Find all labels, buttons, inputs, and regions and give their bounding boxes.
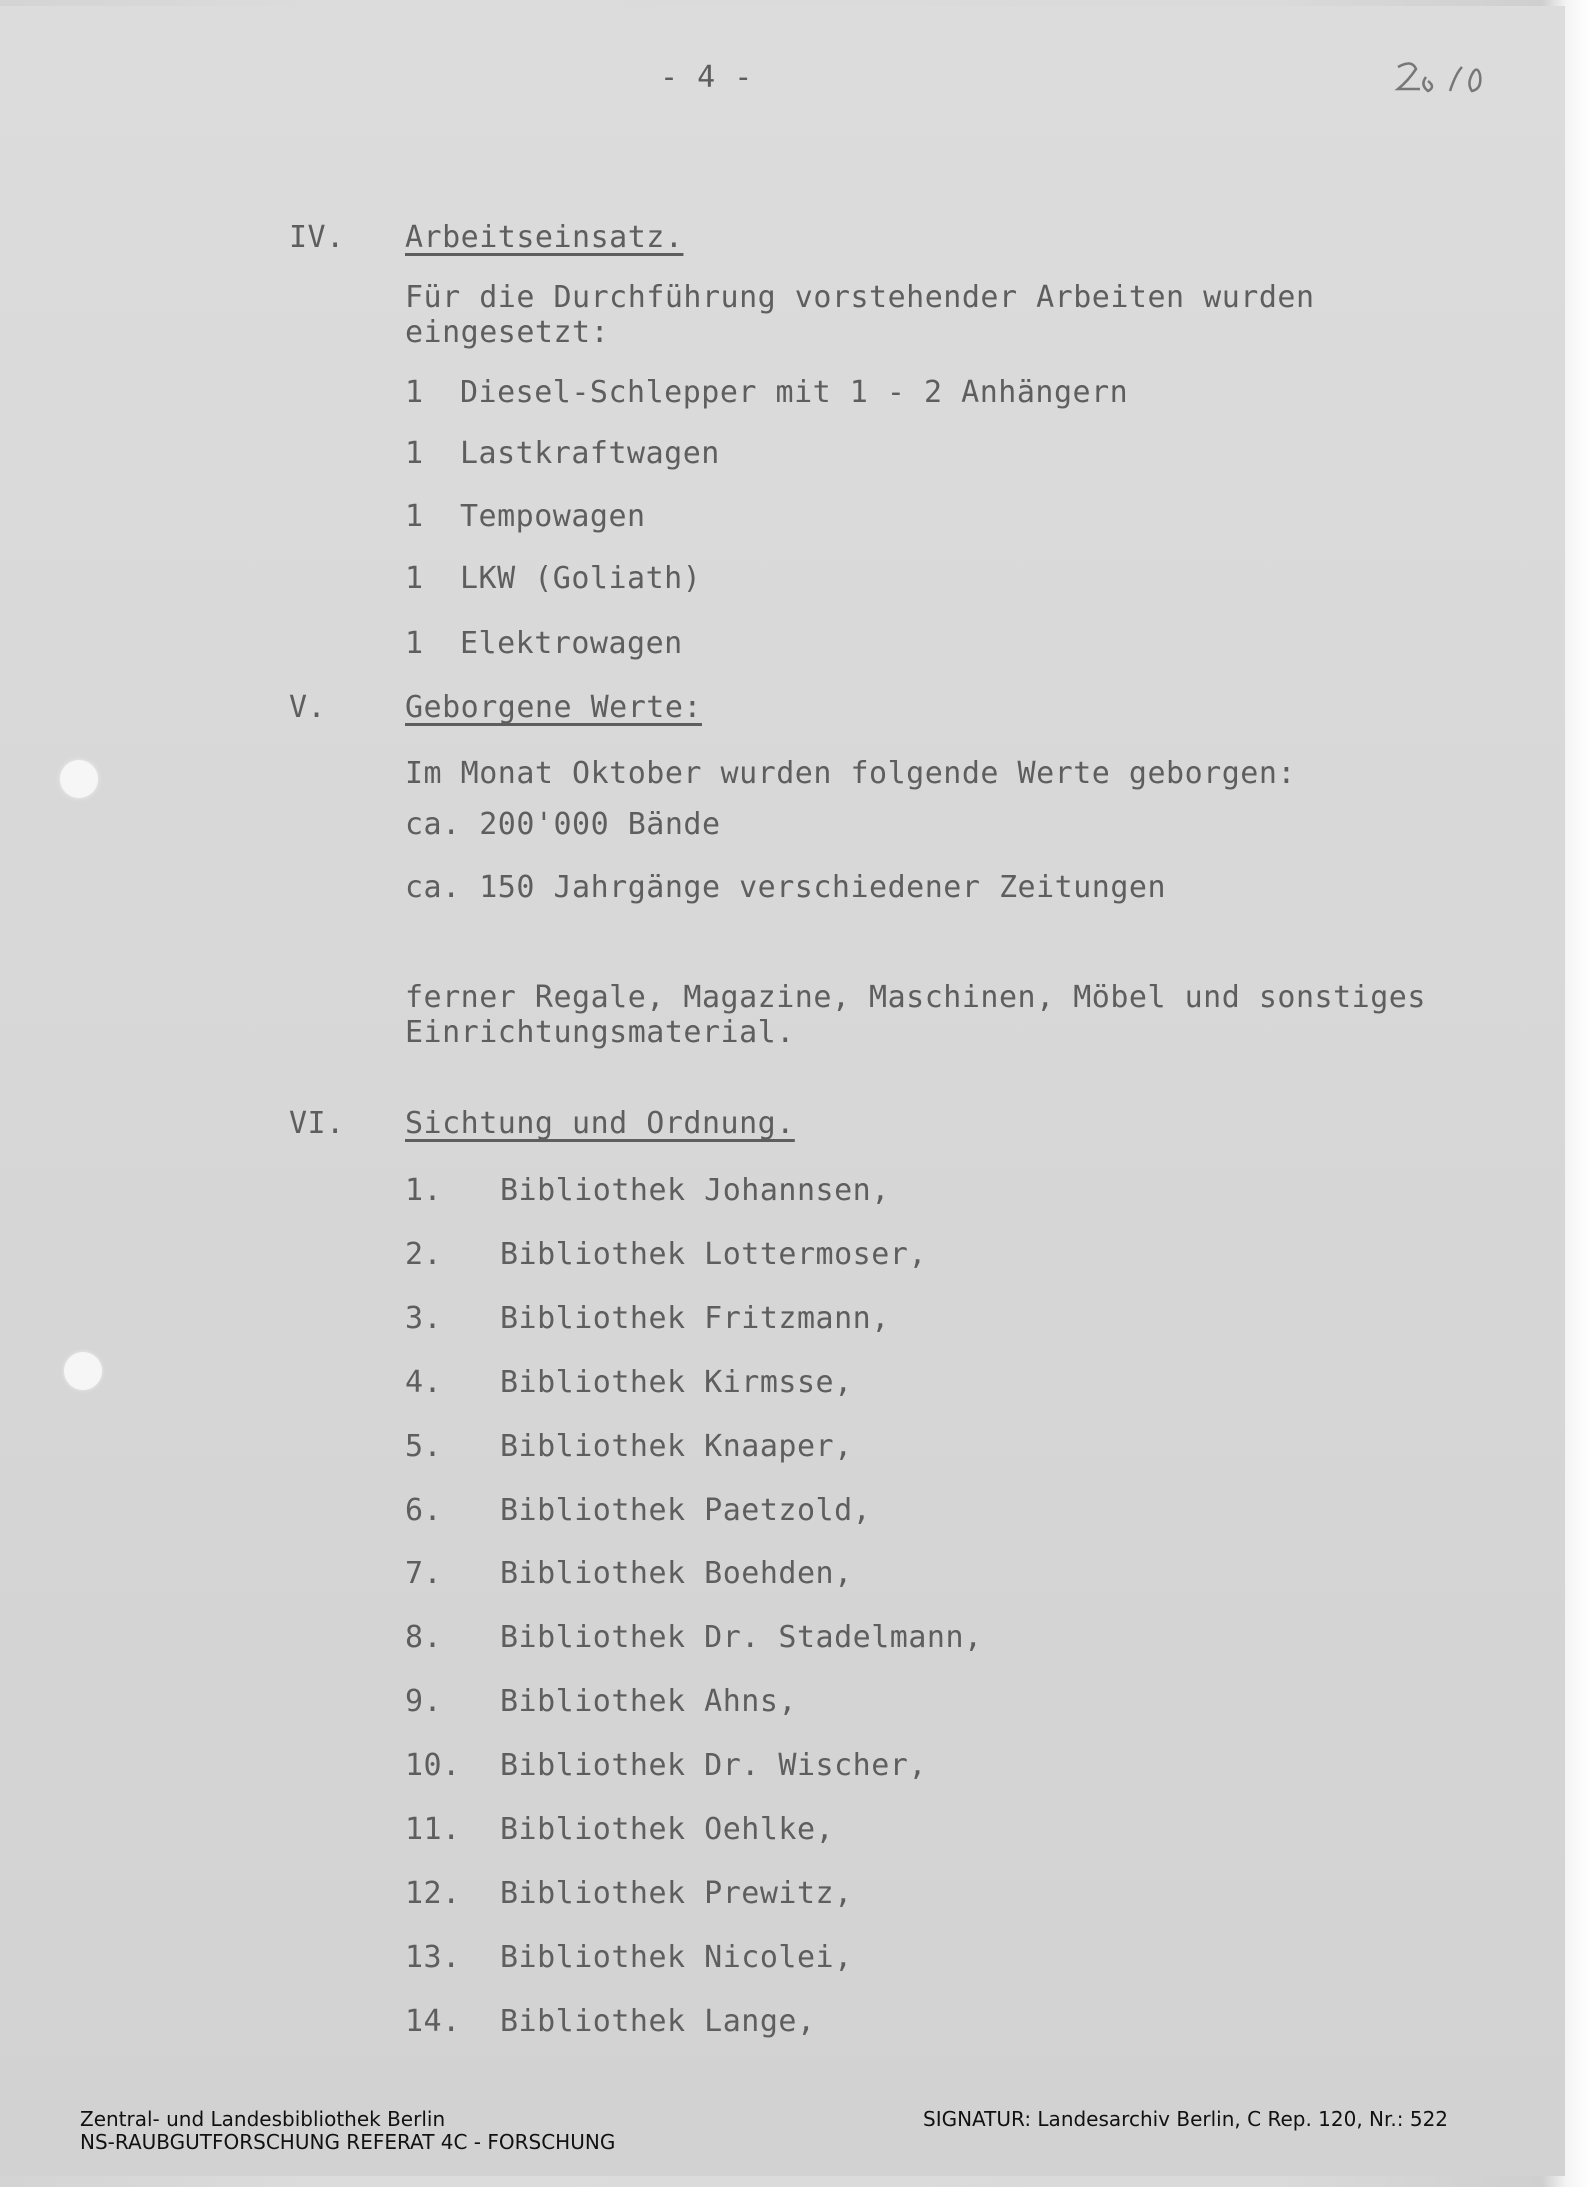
list-number: 12. (405, 1875, 461, 1911)
list-number: 6. (405, 1492, 443, 1528)
section-numeral: VI. (289, 1106, 345, 1141)
item-count: 1 (405, 436, 424, 471)
list-number: 4. (405, 1364, 443, 1400)
list-item: Bibliothek Paetzold, (500, 1492, 872, 1528)
list-item: Bibliothek Fritzmann, (500, 1300, 890, 1336)
punch-hole (64, 1352, 102, 1390)
paragraph-line: Für die Durchführung vorstehender Arbeiten wurden (405, 280, 1315, 315)
paragraph-line: ca. 150 Jahrgänge verschiedener Zeitungen (405, 870, 1167, 905)
footer-signature: SIGNATUR: Landesarchiv Berlin, C Rep. 120, Nr.: 522 (923, 2107, 1449, 2131)
paragraph-line: eingesetzt: (405, 315, 610, 350)
item-count: 1 (405, 626, 424, 661)
list-item: Bibliothek Prewitz, (500, 1875, 853, 1911)
item-count: 1 (405, 375, 424, 410)
section-heading: Sichtung und Ordnung. (405, 1106, 795, 1141)
list-item: Bibliothek Lottermoser, (500, 1236, 927, 1272)
document-page (0, 6, 1565, 2176)
footer-institution: Zentral- und Landesbibliothek Berlin (80, 2107, 446, 2131)
paragraph-line: Einrichtungsmaterial. (405, 1015, 795, 1050)
list-number: 2. (405, 1236, 443, 1272)
list-number: 9. (405, 1684, 443, 1720)
list-item: Bibliothek Knaaper, (500, 1428, 853, 1464)
list-number: 8. (405, 1620, 443, 1656)
item-text: Lastkraftwagen (460, 436, 720, 471)
list-number: 1. (405, 1173, 443, 1208)
item-count: 1 (405, 561, 424, 596)
item-count: 1 (405, 499, 424, 534)
paragraph-line: ferner Regale, Magazine, Maschinen, Möbel und sonstiges (405, 980, 1426, 1015)
list-item: Bibliothek Dr. Wischer, (500, 1748, 927, 1784)
item-text: LKW (Goliath) (460, 561, 702, 596)
list-item: Bibliothek Johannsen, (500, 1173, 890, 1208)
list-item: Bibliothek Dr. Stadelmann, (500, 1620, 983, 1656)
list-item: Bibliothek Ahns, (500, 1684, 797, 1720)
list-item: Bibliothek Oehlke, (500, 1812, 835, 1847)
list-item: Bibliothek Nicolei, (500, 1939, 853, 1975)
list-number: 10. (405, 1748, 461, 1784)
item-text: Tempowagen (460, 499, 646, 534)
punch-hole (60, 760, 98, 798)
list-item: Bibliothek Kirmsse, (500, 1364, 853, 1400)
section-numeral: V. (289, 690, 327, 725)
paragraph-line: Im Monat Oktober wurden folgende Werte geborgen: (405, 756, 1296, 791)
list-item: Bibliothek Boehden, (500, 1556, 853, 1592)
item-text: Diesel-Schlepper mit 1 - 2 Anhängern (460, 375, 1129, 410)
list-number: 5. (405, 1428, 443, 1464)
list-number: 13. (405, 1939, 461, 1975)
list-number: 7. (405, 1556, 443, 1592)
footer-department: NS-RAUBGUTFORSCHUNG REFERAT 4C - FORSCHUNG (80, 2130, 616, 2154)
section-heading: Arbeitseinsatz. (405, 220, 684, 255)
paragraph-line: ca. 200'000 Bände (405, 807, 721, 842)
item-text: Elektrowagen (460, 626, 683, 661)
section-heading: Geborgene Werte: (405, 690, 702, 725)
handwritten-note (1390, 55, 1510, 105)
list-number: 14. (405, 2003, 461, 2039)
list-number: 3. (405, 1300, 443, 1336)
list-item: Bibliothek Lange, (500, 2003, 816, 2039)
list-number: 11. (405, 1812, 461, 1847)
page-number: - 4 - (660, 60, 753, 95)
section-numeral: IV. (289, 220, 345, 255)
